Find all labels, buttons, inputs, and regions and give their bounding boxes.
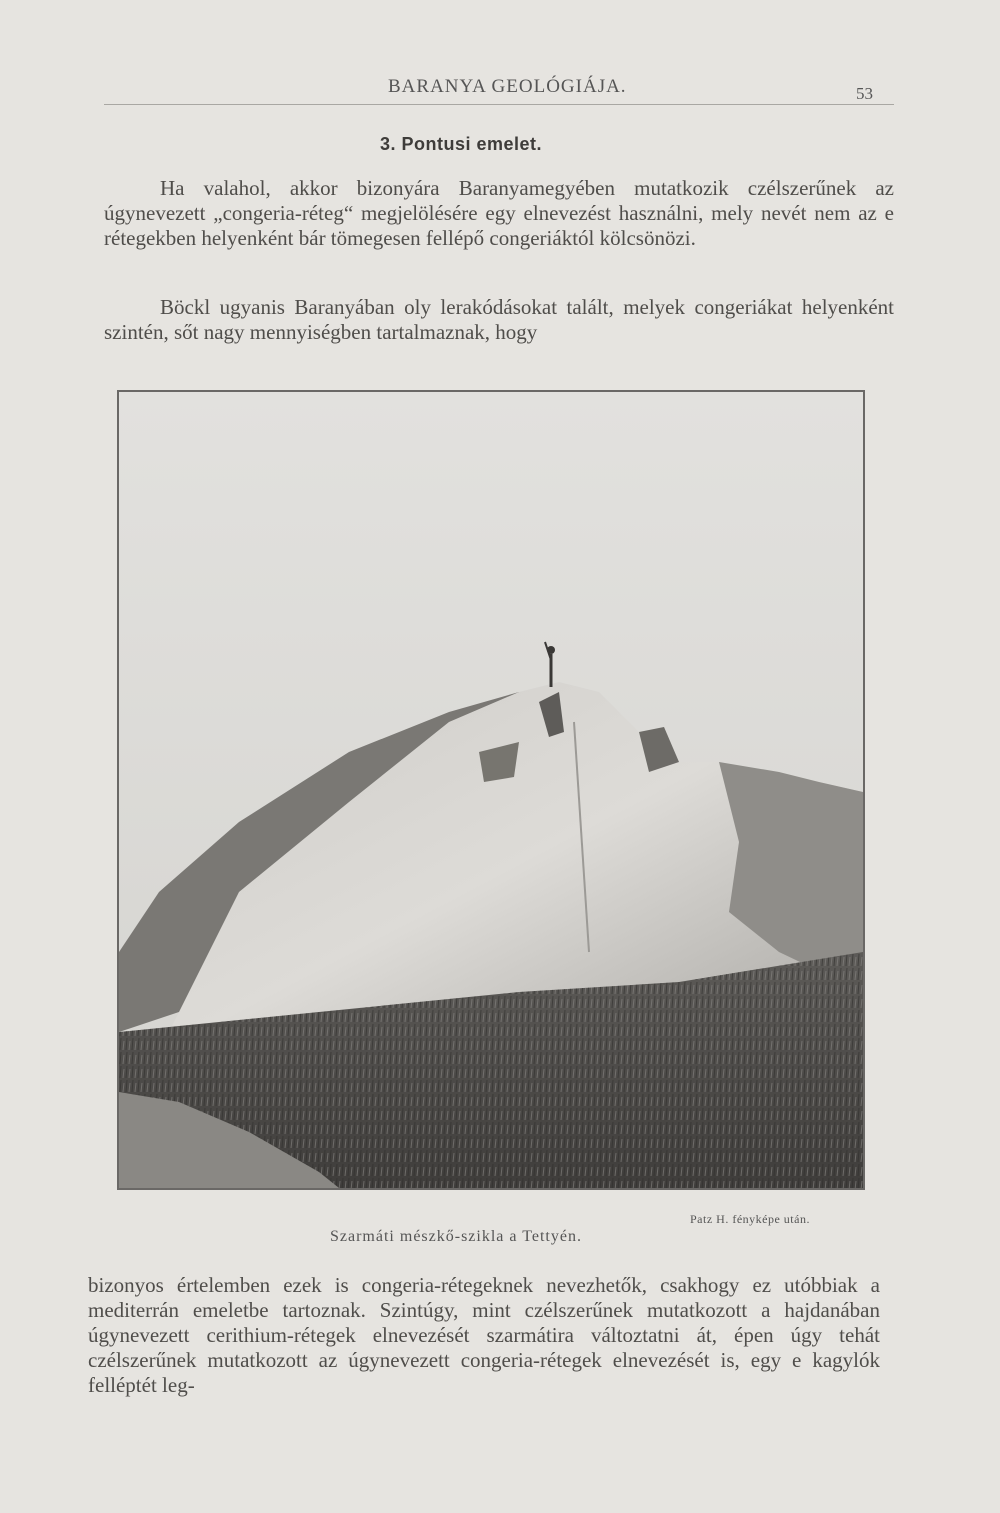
- body-paragraph-2: Böckl ugyanis Baranyában oly lerakódásokat talált, melyek congeriákat helyenként szintén, sőt nagy mennyiségben tartalmaznak, hogy: [104, 295, 894, 344]
- body-paragraph-3: bizonyos értelemben ezek is congeria-rétegeknek nevezhetők, csakhogy ez utóbbiak a mediterrán emeletbe tartoznak. Szintúgy, mint czélszerűnek mutatkozott a hajdanában úgynevezett cerithium-rétegek elnevezését szarmátira változtatni át, épen úgy tehát czélszerűnek mutatkozott az úgynevezett congeria-rétegek elnevezését is, egy e kagylók felléptét leg-: [88, 1273, 880, 1397]
- running-head: BARANYA GEOLÓGIÁJA.: [388, 76, 627, 97]
- limestone-cliff-illustration: [119, 392, 863, 1188]
- body-paragraph-1: Ha valahol, akkor bizonyára Baranyamegyében mutatkozik czélszerűnek az úgynevezett „congeria-réteg“ megjelölésére egy elnevezést használni, mely nevét nem az e rétegekben helyenként bár tömegesen fellépő congeriáktól kölcsönözi.: [104, 176, 894, 250]
- header-rule: [104, 104, 894, 105]
- section-title: 3. Pontusi emelet.: [380, 134, 543, 154]
- photo-credit: Patz H. fényképe után.: [690, 1212, 810, 1226]
- page-number: 53: [856, 84, 873, 103]
- figure-caption: Szarmáti mészkő-szikla a Tettyén.: [330, 1228, 582, 1245]
- rock-photograph: [117, 390, 865, 1190]
